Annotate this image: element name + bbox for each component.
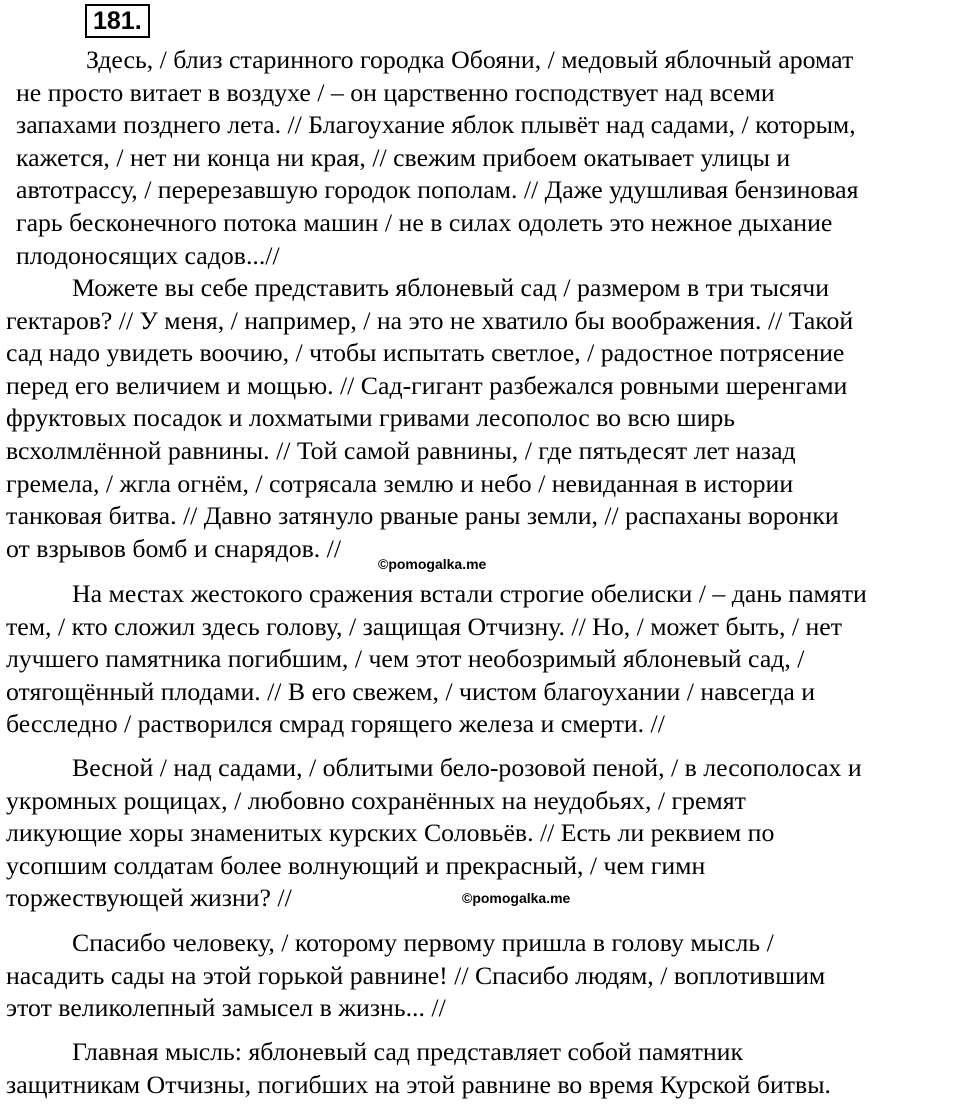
text-line: торжествующей жизни? // — [6, 883, 292, 913]
text-line: защитникам Отчизны, погибших на этой равнине во время Курской битвы. — [6, 1069, 831, 1099]
text-line: насадить сады на этой горькой равнине! // Спасибо людям, / воплотившим — [6, 960, 826, 990]
watermark: ©pomogalka.me — [462, 890, 571, 906]
text-line: отягощённый плодами. // В его свежем, / чистом благоухании / навсегда и — [6, 676, 816, 706]
paragraph-3 — [6, 578, 954, 741]
text-line: бесследно / растворился смрад горящего железа и смерти. // — [6, 709, 665, 739]
text-line: Здесь, / близ старинного городка Обояни, / медовый яблочный аромат — [86, 45, 854, 74]
text-line: На местах жестокого сражения встали строгие обелиски / – дань памяти — [72, 579, 867, 608]
text-line: гремела, / жгла огнём, / сотрясала землю и небо / невиданная в истории — [6, 468, 794, 498]
text-line: всхолмлённой равнины. // Той самой равнины, / где пятьдесят лет назад — [6, 435, 796, 465]
paragraph-1 — [6, 44, 954, 272]
text-line: Весной / над садами, / облитыми бело-розовой пеной, / в лесополосах и — [72, 753, 862, 782]
text-line: автотрассу, / перерезавшую городок пополам. // Даже удушливая бензиновая — [16, 175, 859, 205]
text-line: кажется, / нет ни конца ни края, // свежим прибоем окатывает улицы и — [16, 142, 791, 172]
text-line: от взрывов бомб и снарядов. // — [6, 533, 342, 563]
text-line: фруктовых посадок и лохматыми гривами лесополос во всю ширь — [6, 403, 736, 433]
text-line: танковая битва. // Давно затянуло рваные раны земли, // распаханы воронки — [6, 501, 839, 531]
text-line: не просто витает в воздухе / – он царственно господствует над всеми — [16, 77, 775, 107]
text-line: гарь бесконечного потока машин / не в силах одолеть это нежное дыхание — [16, 207, 833, 237]
text-line: укромных рощицах, / любовно сохранённых на неудобьях, / гремят — [6, 785, 746, 815]
text-line: гектаров? // У меня, / например, / на это не хватило бы воображения. // Такой — [6, 305, 854, 335]
text-line: плодоносящих садов...// — [16, 240, 280, 270]
text-line: Спасибо человеку, / которому первому пришла в голову мысль / — [72, 928, 774, 957]
paragraph-2 — [6, 272, 954, 565]
text-line: перед его величием и мощью. // Сад-гигант разбежался ровными шеренгами — [6, 370, 848, 400]
text-line: сад надо увидеть воочию, / чтобы испытать светлое, / радостное потрясение — [6, 338, 845, 368]
exercise-number: 181. — [85, 4, 150, 38]
text-line: этот великолепный замысел в жизнь... // — [6, 993, 446, 1023]
text-line: усопшим солдатам более волнующий и прекрасный, / чем гимн — [6, 850, 706, 880]
text-line: ликующие хоры знаменитых курских Соловьёв. // Есть ли реквием по — [6, 818, 775, 848]
main-idea-paragraph — [6, 1036, 954, 1101]
text-line: Можете вы себе представить яблоневый сад / размером в три тысячи — [72, 273, 830, 302]
text-line: лучшего памятника погибшим, / чем этот необозримый яблоневый сад, / — [6, 644, 805, 674]
text-line: Главная мысль: яблоневый сад представляет собой памятник — [72, 1037, 744, 1066]
watermark: ©pomogalka.me — [378, 556, 487, 572]
text-line: тем, / кто сложил здесь голову, / защищая Отчизну. // Но, / может быть, / нет — [6, 611, 843, 641]
paragraph-5 — [6, 927, 954, 1025]
text-line: запахами позднего лета. // Благоухание яблок плывёт над садами, / которым, — [16, 110, 856, 140]
